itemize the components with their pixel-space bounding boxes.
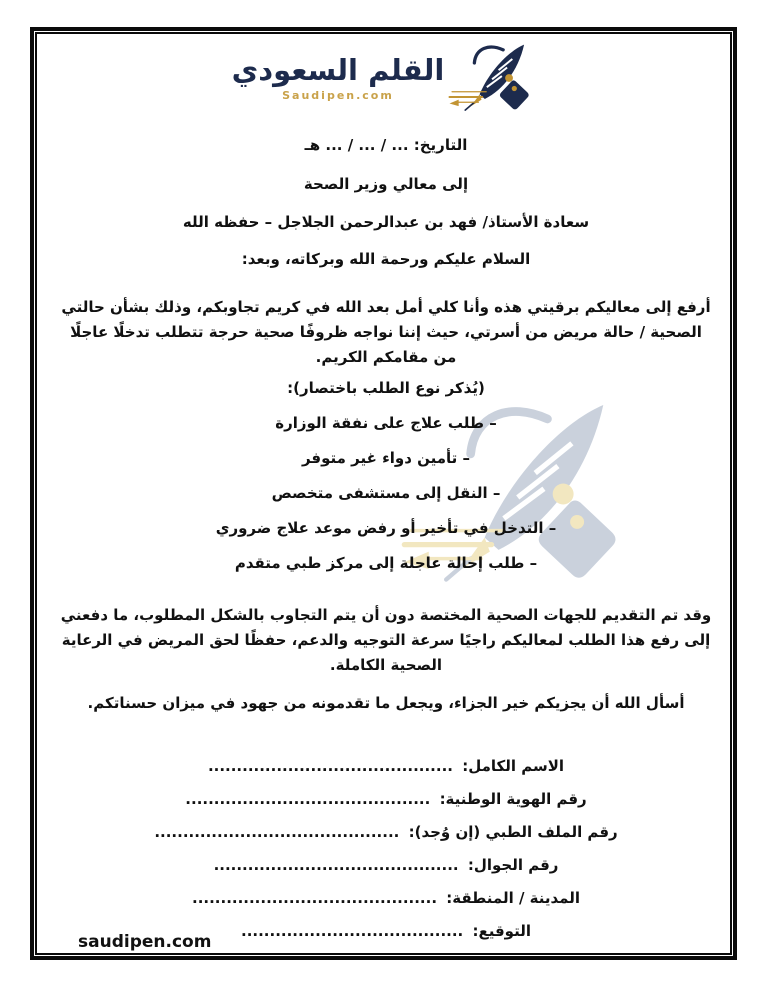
- pen-logo-icon: [448, 42, 540, 114]
- request-type-label: (يُذكر نوع الطلب باختصار):: [287, 379, 485, 398]
- dotted-entry: ...........................................: [154, 823, 400, 842]
- request-option-intervention-delayed-appointment: – التدخل في تأخير أو رفض موعد علاج ضروري: [215, 519, 557, 538]
- request-option-transfer-specialized-hospital: – النقل إلى مستشفى متخصص: [271, 484, 501, 503]
- logo-title: القلم السعودي: [231, 52, 445, 87]
- followup-paragraph: وقد تم التقديم للجهات الصحية المختصة دون أن يتم التجاوب بالشكل المطلوب، ما دفعني إلى رفع هذا الطلب لمعاليكم راجيًا سرعة التوجيه والدعم، حفظًا لحق المريض في الرعاية الصحية الكاملة.: [60, 606, 712, 674]
- request-option-urgent-referral: – طلب إحالة عاجلة إلى مركز طبي متقدم: [234, 554, 538, 573]
- date-line: التاريخ: ... / ... / ... هـ: [304, 136, 468, 154]
- dotted-entry: ...........................................: [192, 889, 438, 908]
- dotted-entry: ...........................................: [213, 856, 459, 875]
- field-label: رقم الجوال:: [467, 856, 559, 875]
- letter-content: [60, 40, 712, 940]
- intro-paragraph: أرفع إلى معاليكم برقيتي هذه وأنا كلي أمل بعد الله في كريم تجاوبكم، وذلك بشأن حالتي الصحية / حالة مريض من أسرتي، حيث إننا نواجه ظروفًا صحية حرجة تتطلب تدخلًا عاجلًا من مقامكم الكريم.: [61, 298, 711, 366]
- closing-paragraph: أسأل الله أن يجزيكم خير الجزاء، ويجعل ما تقدمونه من جهود في ميزان حسناتكم.: [87, 693, 685, 712]
- request-option-unavailable-medicine: – تأمين دواء غير متوفر: [301, 449, 471, 468]
- field-label: رقم الهوية الوطنية:: [439, 790, 587, 809]
- dotted-entry: ...........................................: [185, 790, 431, 809]
- brand-logo-text: [232, 54, 445, 102]
- field-mobile-number: [60, 856, 712, 874]
- field-label: رقم الملف الطبي (إن وُجد):: [408, 823, 618, 842]
- dotted-entry: .......................................: [241, 922, 464, 941]
- field-full-name: [60, 757, 712, 775]
- field-label: الاسم الكامل:: [462, 757, 565, 776]
- field-national-id: [60, 790, 712, 808]
- field-medical-file-number: [60, 823, 712, 841]
- form-fields: [60, 757, 712, 940]
- letter-body: [60, 136, 712, 940]
- addressee-line: إلى معالي وزير الصحة: [303, 175, 469, 193]
- footer-site-url: saudipen.com: [78, 932, 212, 952]
- field-label: المدينة / المنطقة:: [446, 889, 580, 908]
- dotted-entry: ...........................................: [207, 757, 453, 776]
- request-option-treatment-ministry-expense: – طلب علاج على نفقة الوزارة: [275, 414, 497, 433]
- recipient-name-line: سعادة الأستاذ/ فهد بن عبدالرحمن الجلاجل – حفظه الله: [182, 213, 590, 231]
- field-city-region: [60, 889, 712, 907]
- logo-subtitle: Saudipen.com: [282, 89, 394, 103]
- salutation-line: السلام عليكم ورحمة الله وبركاته، وبعد:: [241, 250, 531, 268]
- field-label: التوقيع:: [472, 922, 531, 941]
- brand-logo: [232, 42, 541, 114]
